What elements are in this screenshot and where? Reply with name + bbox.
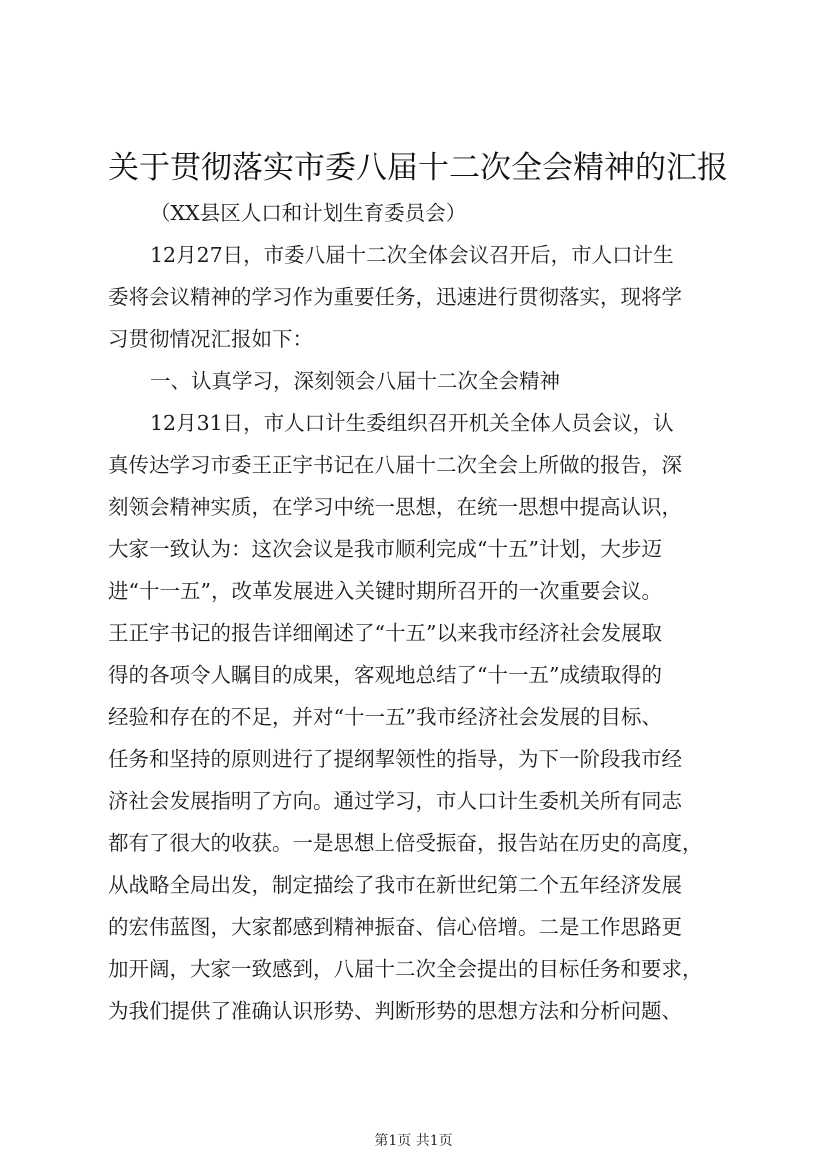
paragraph-line: 大家一致认为：这次会议是我市顺利完成“十五”计划，大步迈 xyxy=(108,537,662,561)
paragraph-line: 刻领会精神实质，在学习中统一思想，在统一思想中提高认识， xyxy=(108,495,682,519)
paragraph-line: 得的各项令人瞩目的成果，客观地总结了“十一五”成绩取得的 xyxy=(108,663,662,687)
paragraph-line: 为我们提供了准确认识形势、判断形势的思想方法和分析问题、 xyxy=(108,999,682,1023)
section-heading: 一、认真学习，深刻领会八届十二次全会精神 xyxy=(150,369,560,393)
paragraph-line: 加开阔，大家一致感到，八届十二次全会提出的目标任务和要求， xyxy=(108,957,703,981)
page-number-footer: 第1页 共1页 xyxy=(374,1133,453,1149)
paragraph-line: 习贯彻情况汇报如下： xyxy=(108,327,313,351)
document-subtitle: （XX县区人口和计划生育委员会） xyxy=(150,201,467,225)
paragraph-line: 王正宇书记的报告详细阐述了“十五”以来我市经济社会发展取 xyxy=(108,621,662,645)
paragraph-line: 任务和坚持的原则进行了提纲挈领性的指导，为下一阶段我市经 xyxy=(108,747,682,771)
paragraph-line: 的宏伟蓝图，大家都感到精神振奋、信心倍增。二是工作思路更 xyxy=(108,915,682,939)
paragraph-line: 12月31日，市人口计生委组织召开机关全体人员会议，认 xyxy=(150,411,674,435)
paragraph-line: 12月27日，市委八届十二次全体会议召开后，市人口计生 xyxy=(150,243,674,267)
paragraph-line: 济社会发展指明了方向。通过学习，市人口计生委机关所有同志 xyxy=(108,789,682,813)
paragraph-line: 经验和存在的不足，并对“十一五”我市经济社会发展的目标、 xyxy=(108,705,662,729)
paragraph-line: 真传达学习市委王正宇书记在八届十二次全会上所做的报告，深 xyxy=(108,453,682,477)
paragraph-line: 都有了很大的收获。一是思想上倍受振奋，报告站在历史的高度， xyxy=(108,831,703,855)
paragraph-line: 从战略全局出发，制定描绘了我市在新世纪第二个五年经济发展 xyxy=(108,873,682,897)
document-title: 关于贯彻落实市委八届十二次全会精神的汇报 xyxy=(108,150,728,186)
paragraph-line: 进“十一五”，改革发展进入关键时期所召开的一次重要会议。 xyxy=(108,579,662,603)
paragraph-line: 委将会议精神的学习作为重要任务，迅速进行贯彻落实，现将学 xyxy=(108,285,682,309)
